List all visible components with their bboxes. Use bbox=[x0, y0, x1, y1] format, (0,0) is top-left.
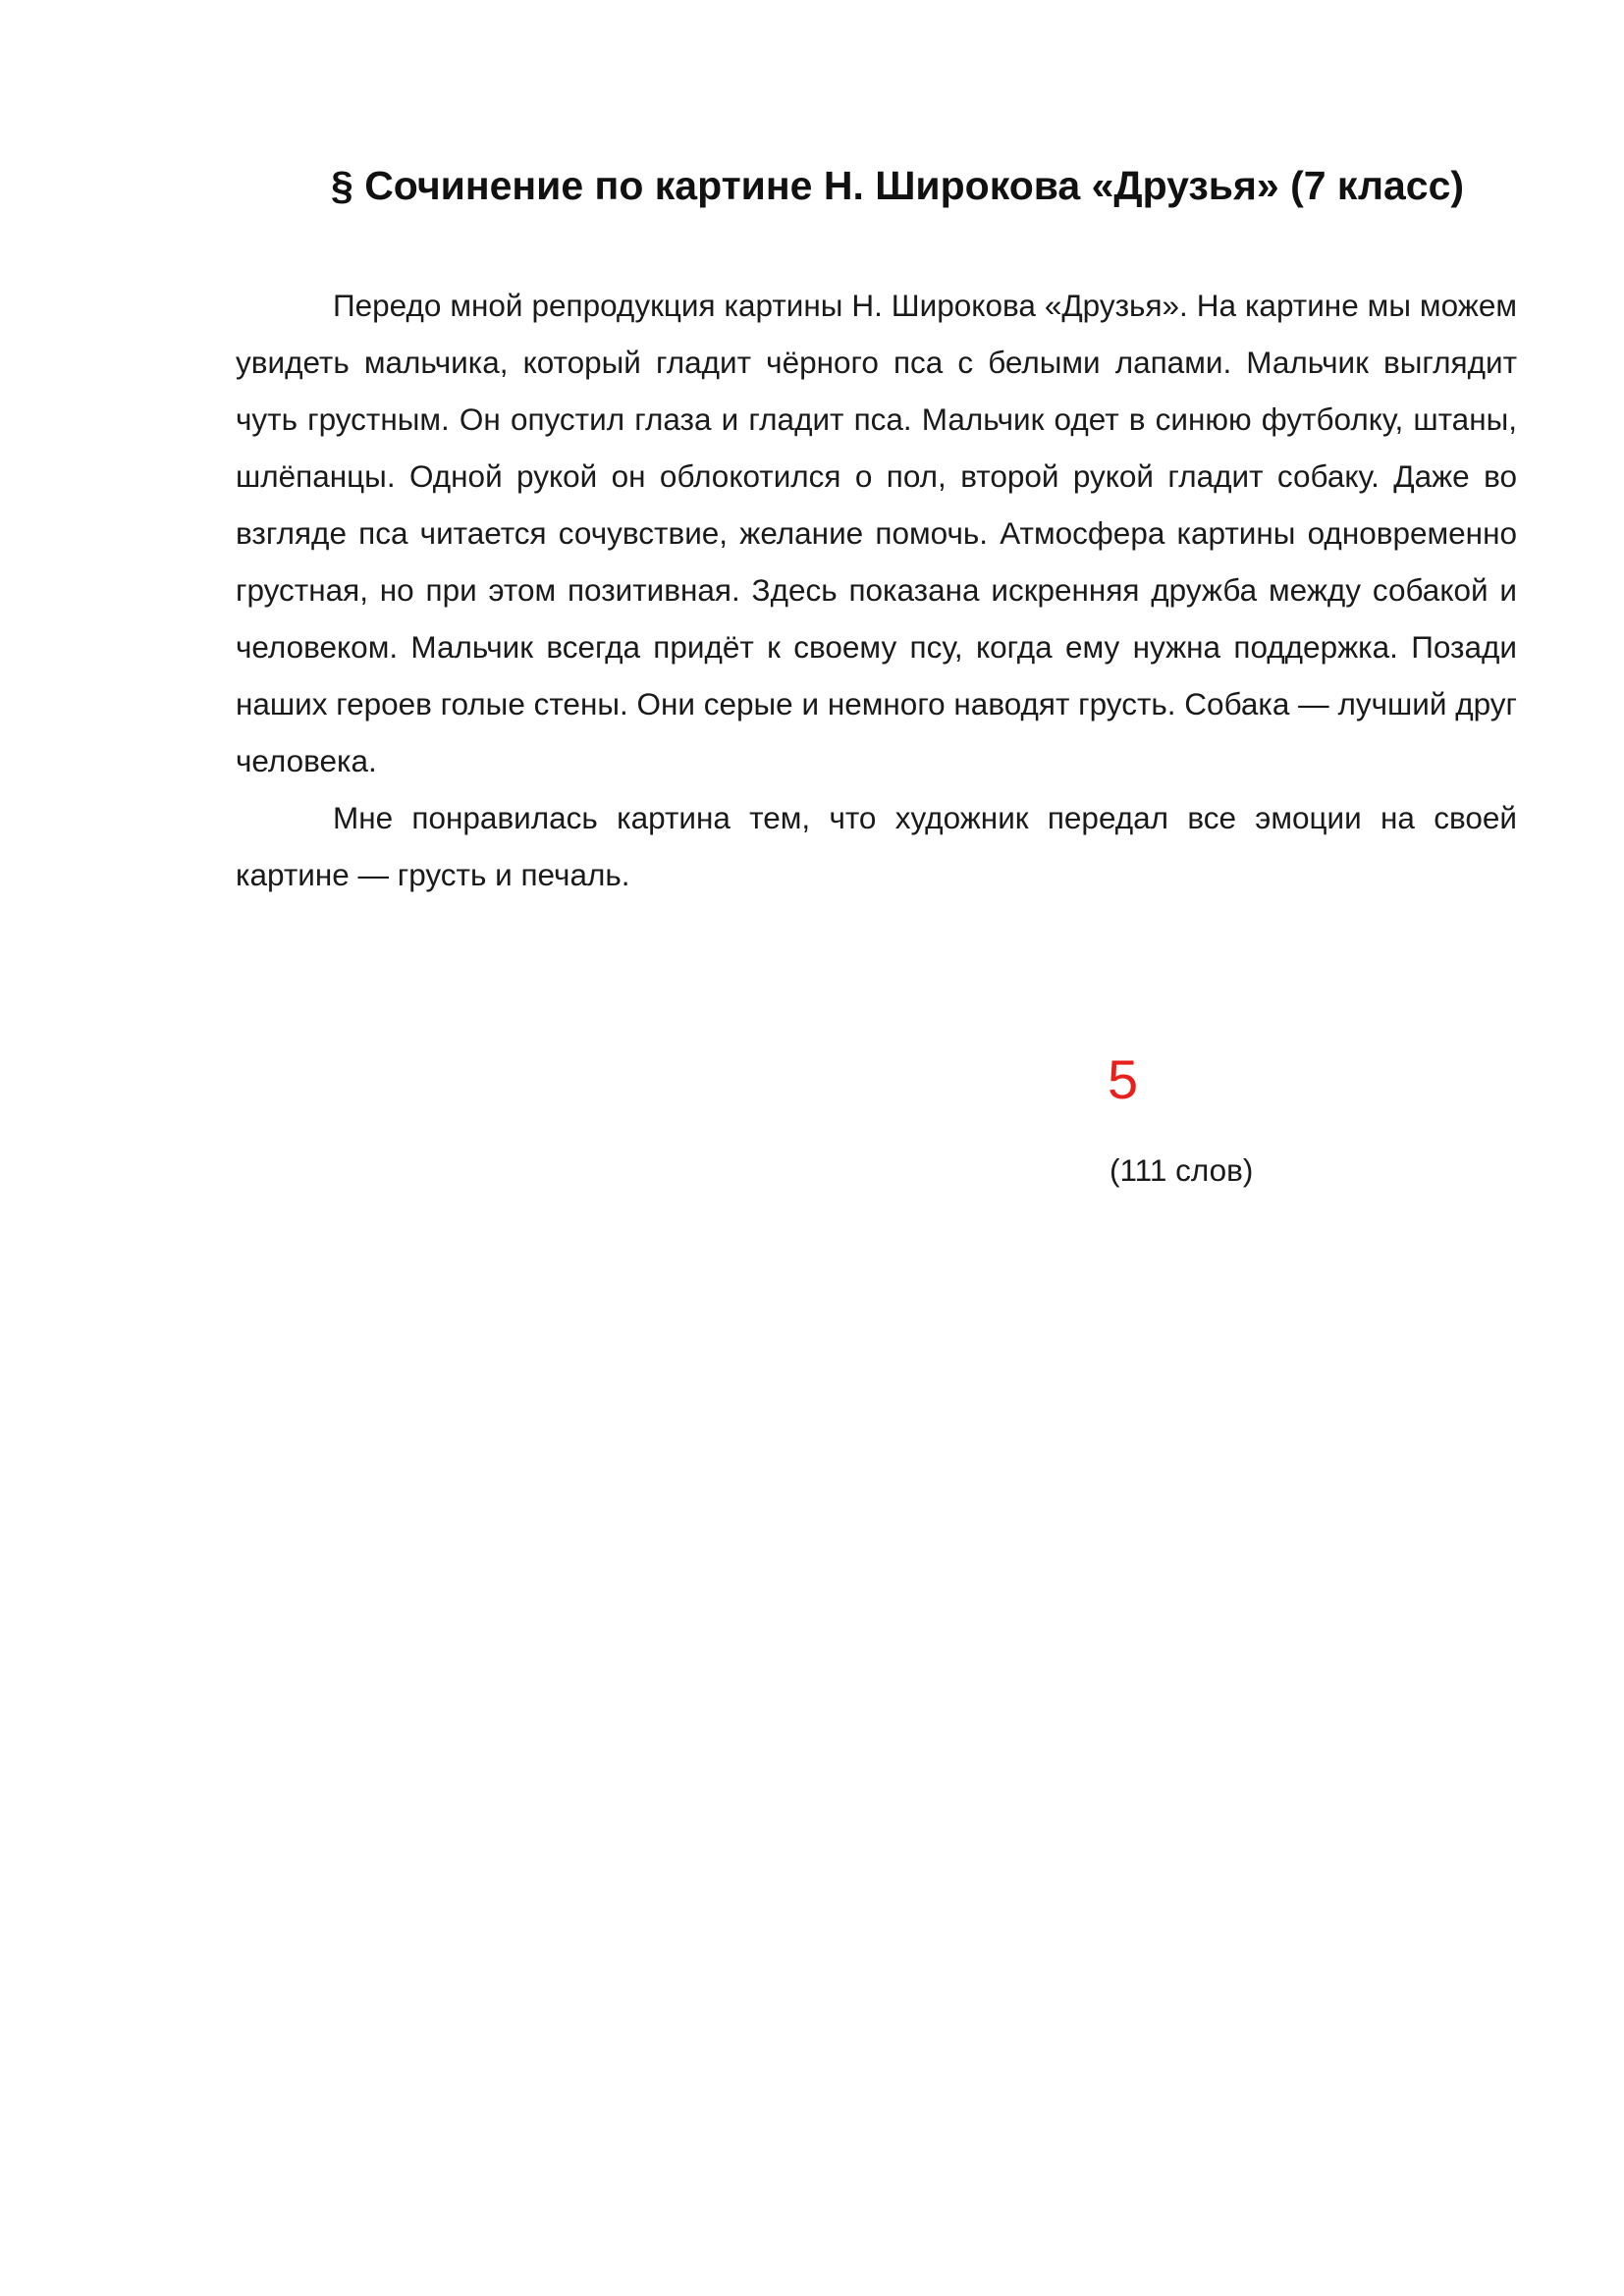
document-title: § Сочинение по картине Н. Широкова «Друзья» (7 класс) bbox=[331, 163, 1465, 208]
document-content bbox=[236, 147, 1517, 903]
essay-paragraph-1: Передо мной репродукция картины Н. Широкова «Друзья». На картине мы можем увидеть мальчика, который гладит чёрного пса с белыми лапами. Мальчик выглядит чуть грустным. Он опустил глаза и гладит пса. Мальчик одет в синюю футболку, штаны, шлёпанцы. Одной рукой он облокотился о пол, второй рукой гладит собаку. Даже во взгляде пса читается сочувствие, желание помочь. Атмосфера картины одновременно грустная, но при этом позитивная. Здесь показана искренняя дружба между собакой и человеком. Мальчик всегда придёт к своему псу, когда ему нужна поддержка. Позади наших героев голые стены. Они серые и немного наводят грусть. Собака — лучший друг человека. bbox=[236, 288, 1517, 778]
word-count: (111 слов) bbox=[1110, 1152, 1254, 1188]
essay-paragraph-2: Мне понравилась картина тем, что художник передал все эмоции на своей картине — грусть и печаль. bbox=[236, 800, 1517, 892]
essay-body bbox=[236, 277, 1517, 903]
grade-mark: 5 bbox=[1108, 1048, 1139, 1110]
